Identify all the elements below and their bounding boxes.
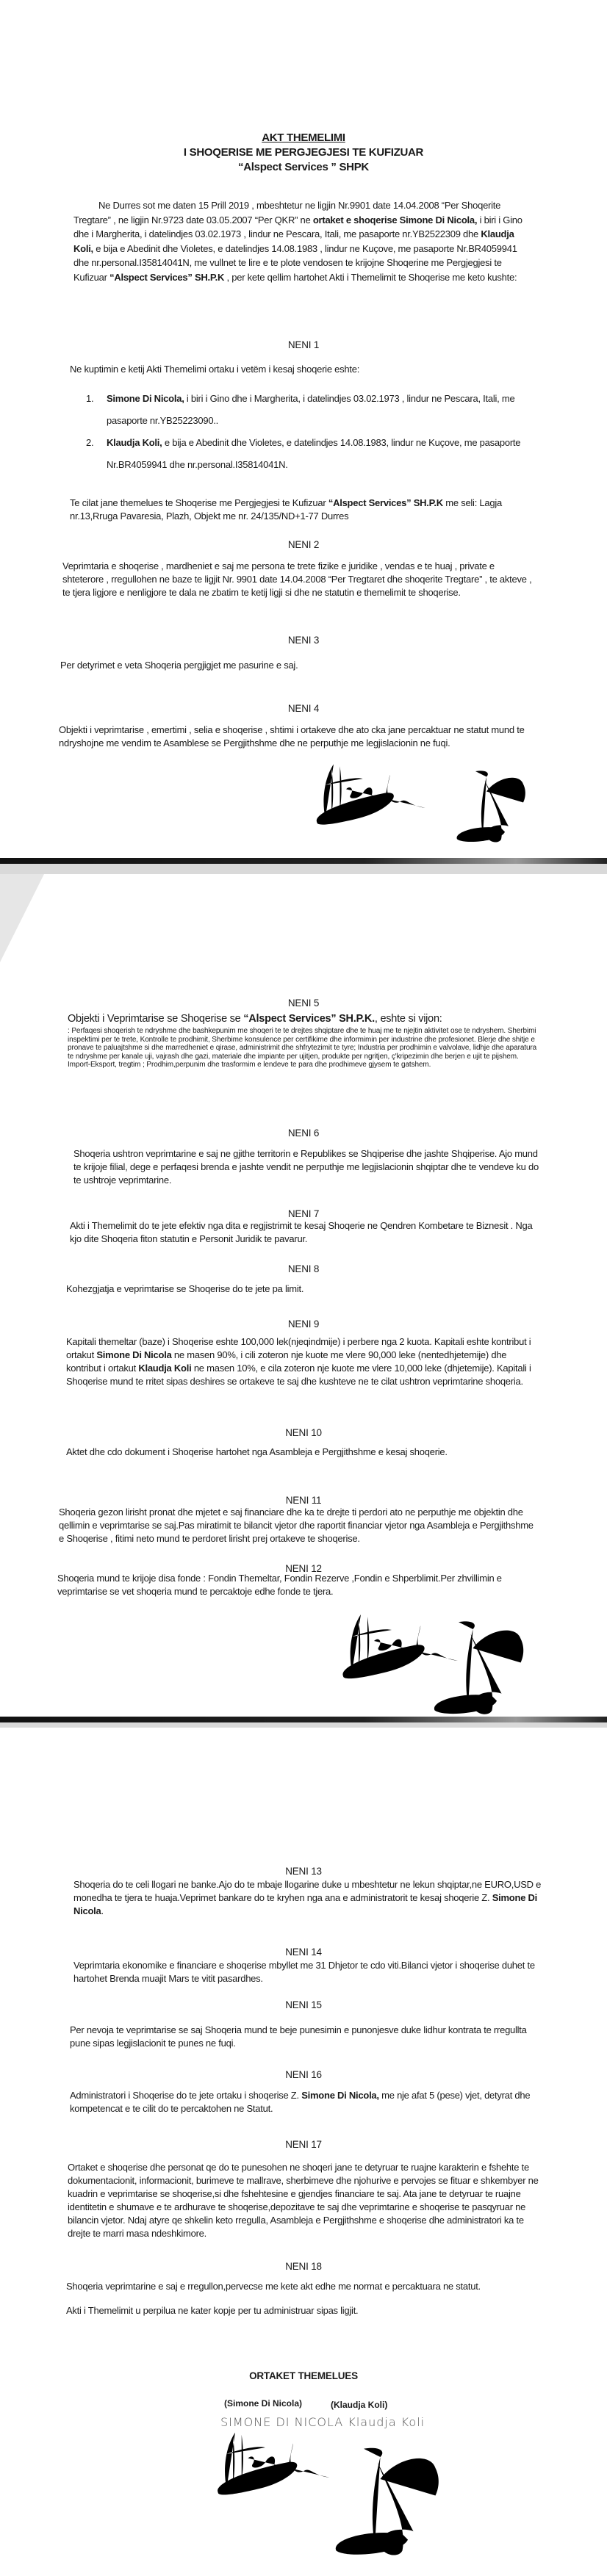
founder-name-2: (Klaudja Koli) <box>331 2400 388 2410</box>
article-heading: NENI 2 <box>287 539 320 550</box>
text-run: Ortaket e shoqerise dhe personat qe do te punesohen ne shoqeri jane te detyruar te ruajne karakterin e fshehte te dokumentacionit, informacionit, burimeve te mallrave, sherbimeve dhe njohurive e pervojes se fituar e shkembyer ne kuadrin e veprimtarise se shoqerise,si dhe fshehtesine e gjendjes financiare te saj. Ata jane te detyruar te ruajne identitetin e shumave e te ardhurave te shoqerise,depozitave te saj dhe veprimtarine e shoqerise te pasqyruar ne bilancin vjetor. Ndaj atyre qe shkelin keto rregulla, Asambleja e Pergjithshme e shoqerise dhe administratori ka te drejte te marri masa ndeshkimore. <box>68 2162 539 2239</box>
article-paragraph <box>73 1959 544 1985</box>
bold-text: Simone Di Nicola, <box>301 2090 379 2101</box>
text-run: Veprimtaria ekonomike e financiare e shoqerise mbyllet me 31 Dhjetor te cdo viti.Bilanci vjetor i shoqerise duhet te hartohet Brenda muajit Mars te vitit pasardhes. <box>73 1960 535 1984</box>
list-number: 1. <box>86 393 94 404</box>
article-paragraph <box>73 1147 544 1187</box>
founder-name-1: (Simone Di Nicola) <box>224 2398 303 2409</box>
document-page-1 <box>0 0 607 858</box>
article-heading: NENI 13 <box>285 1866 322 1877</box>
text-run: Akti i Themelimit do te jete efektiv nga dita e regjistrimit te kesaj Shoqerie ne Qendren Kombetare te Biznesit . Nga kjo dite Shoqeria fiton statutin e Personit Juridik te pavarur. <box>70 1220 533 1244</box>
article-paragraph <box>59 724 529 750</box>
article-paragraph <box>66 2280 544 2293</box>
article-paragraph <box>60 659 531 672</box>
text-run: e bija e Abedinit dhe Violetes, e datelindjes 14.08.1983, lindur ne Kuçove, me pasaporte Nr.BR4059941 dhe nr.personal.I35814041N. <box>107 437 521 470</box>
page-fold <box>0 874 44 962</box>
article-heading: NENI 16 <box>285 2069 322 2080</box>
article-paragraph <box>70 2024 540 2050</box>
article-paragraph <box>62 560 533 599</box>
article-paragraph <box>68 1012 538 1025</box>
bold-text: ortaket e shoqerise Simone Di Nicola, <box>312 214 478 226</box>
article-heading: NENI 5 <box>287 997 320 1009</box>
article-heading: NENI 10 <box>285 1427 322 1438</box>
bold-text: Klaudja Koli, <box>107 437 162 448</box>
article-heading: NENI 7 <box>287 1208 320 1219</box>
text-run: Ne kuptimin e ketij Akti Themelimi ortaku i vetëm i kesaj shoqerie eshte: <box>70 364 360 375</box>
article-heading: NENI 4 <box>287 703 320 714</box>
text-run: Shoqeria ushtron veprimtarine e saj ne gjithe territorin e Republikes se Shqiperise dhe jashte Shqiperise. Ajo mund te krijoje filial, dege e perfaqesi brenda e jashte vendit ne perputhje me legjislacionin shqiptar dhe te vendeve ku do te ushtroje veprimtarine. <box>73 1148 539 1186</box>
article-heading: NENI 1 <box>287 339 320 350</box>
article-heading: NENI 8 <box>287 1263 320 1274</box>
article-heading: NENI 15 <box>285 1999 322 2010</box>
text-run: Objekti i Veprimtarise se Shoqerise se <box>68 1013 244 1025</box>
bold-text: “Alspect Services” SH.P.K <box>328 497 443 508</box>
page-separator <box>0 858 607 864</box>
signature-simone-di-nicola <box>309 753 434 834</box>
signature-klaudja-koli <box>450 757 531 856</box>
list-item <box>86 388 533 432</box>
article-paragraph <box>68 1027 538 1069</box>
text-run: i biri i Gino dhe i Margherita, i datelindjes 03.02.1973 , lindur ne Pescara, Itali, me pasaporte nr.YB25223090.. <box>107 393 515 426</box>
article-paragraph <box>73 1878 544 1918</box>
text-run: Objekti i veprimtarise , emertimi , selia e shoqerise , shtimi i ortakeve dhe ato cka jane percaktuar ne statut mund te ndryshojne me vendim te Asamblese se Pergjithshme dhe ne perputhje me legjislacionin ne fuqi. <box>59 724 525 748</box>
bold-text: “Alspect Services” SH.P.K. <box>243 1013 375 1025</box>
text-run: me nje afat 5 (pese) vjet, detyrat dhe kompetencat e te cilit do te percaktohen ne Statut. <box>70 2090 531 2114</box>
bold-text: Klaudja Koli <box>138 1363 192 1374</box>
bold-text: Klaudja Koli, <box>73 228 514 254</box>
article-paragraph <box>70 1219 540 1246</box>
text-run: Kohezgjatja e veprimtarise se Shoqerise do te jete pa limit. <box>66 1283 304 1294</box>
signature-klaudja-koli <box>412 1620 544 1715</box>
founders-heading: ORTAKET THEMELUES <box>249 2370 358 2381</box>
article-paragraph <box>57 1572 535 1598</box>
text-run: Shoqeria mund te krijoje disa fonde : Fondin Themeltar, Fondin Rezerve ,Fondin e Shperblimit.Per zhvillimin e veprimtarise se vet shoqeria mund te percaktoje edhe fonde te tjera. <box>57 1573 502 1597</box>
title-line-1: AKT THEMELIMI <box>262 131 345 144</box>
document-page-2 <box>0 874 607 1717</box>
text-run: , eshte si vijon: <box>374 1013 442 1025</box>
article-paragraph <box>70 2089 540 2115</box>
article-paragraph <box>66 2304 544 2317</box>
text-run: Kapitali themeltar (baze) i Shoqerise eshte 100,000 lek(njeqindmije) i perbere nga 2 kuota. Kapitali eshte kontribut i ortakut <box>66 1336 531 1360</box>
text-run: Per nevoja te veprimtarise se saj Shoqeria mund te beje punesimin e punonjesve duke lidhur kontrata te rregullta pune sipas legjislacionit te punes ne fuqi. <box>70 2024 527 2049</box>
article-heading: NENI 14 <box>285 1947 322 1958</box>
article-heading: NENI 11 <box>285 1495 322 1506</box>
text-run: i biri i Gino dhe i Margherita, i datelindjes 03.02.1973 , lindur ne Pescara, Itali, me pasaporte nr.YB2522309 dhe <box>73 214 522 239</box>
article-heading: NENI 6 <box>287 1128 320 1139</box>
text-run: : Perfaqesi shoqerish te ndryshme dhe bashkepunim me shoqeri te te drejtes shqiptare dhe te huaj me te njejtin aktivitet ose te ndryshem. Sherbimi inspektimi per te trete, Kontrolle te prodhimit, Sherbime konsulence per certifikime dhe informimin per industrine dhe profesionet. Blerje dhe shitje e pronave te paluajtshme si dhe marredheniet e qirase, administrimit dhe shfrytezimit te tyre; Industria per prodhimin e valvolave, lidhje dhe aparatura te ndryshme per kanale uji, vajrash dhe gazi, materiale dhe impiante per ujitjen, produkte per ngritjen, ç'kripezimin dhe berjen e ujit te pijshem. Import-Eksport, tregtim ; Prodhim,perpunim dhe trasformim e lendeve te para dhe prodhimeve gjysem te gatshem. <box>68 1027 537 1069</box>
page-separator <box>0 1717 607 1722</box>
text-run: , per kete qellim hartohet Akti i Themelimit te Shoqerise me keto kushte: <box>224 271 517 283</box>
list-item <box>86 432 533 476</box>
article-paragraph <box>70 497 533 523</box>
article-paragraph <box>59 1506 536 1545</box>
article-heading: NENI 12 <box>285 1563 322 1574</box>
text-run: Aktet dhe cdo dokument i Shoqerise hartohet nga Asambleja e Pergjithshme e kesaj shoqerie. <box>66 1446 448 1457</box>
bold-text: Simone Di Nicola <box>73 1892 538 1916</box>
article-heading: NENI 18 <box>285 2261 322 2272</box>
text-run: Veprimtaria e shoqerise , mardheniet e saj me persona te trete fizike e juridike , vendas e te huaj , private e shteterore , rregullohen ne baze te ligjit Nr. 9901 date 14.04.2008 “Per Tregtaret dhe shoqerite Tregtare” , te akteve , te tjera ligjore e nenligjore te dala ne zbatim te ketij ligji si dhe ne statutin e themelimit te shoqerise. <box>62 560 532 598</box>
article-heading: NENI 17 <box>285 2139 322 2150</box>
text-run: . <box>101 1905 104 1916</box>
bold-text: “Alspect Services” SH.P.K <box>109 271 225 283</box>
list-number: 2. <box>86 437 94 448</box>
text-run: ne masen 10%, e cila zoteron nje kuote me vlere 10,000 leke (dhjetemije). Kapitali i Shoqerise mund te rritet sipas deshires se ortakeve te saj dhe kushteve ne te cilat ushtron veprimtarine shoqeria. <box>66 1363 531 1387</box>
text-run: ne masen 90%, i cili zoteron nje kuote me vlere 90,000 leke (nentedhjetemije) dhe kontribut i ortakut <box>66 1349 507 1374</box>
text-run: Te cilat jane themelues te Shoqerise me Pergjegjesi te Kufizuar <box>70 497 328 508</box>
document-title <box>0 131 607 175</box>
article-paragraph <box>68 2161 542 2240</box>
text-run: Ne Durres sot me daten 15 Prill 2019 , mbeshtetur ne ligjin Nr.9901 date 14.04.2008 “Per Shoqerite Tregtare” , ne ligjin Nr.9723 date 03.05.2007 “Per QKR” ne <box>73 200 501 226</box>
text-run: e bija e Abedinit dhe Violetes, e datelindjes 14.08.1983 , lindur ne Kuçove, me pasaporte Nr.BR4059941 dhe nr.personal.I35814041N, me vullnet te lire e te plote vendosen te krijojne Shoqerine me Pergjegjesi te Kufizuar <box>73 242 517 283</box>
article-paragraph <box>66 1335 536 1388</box>
text-run: Per detyrimet e veta Shoqeria pergjigjet me pasurine e saj. <box>60 660 298 671</box>
signature-klaudja-koli <box>316 2446 456 2556</box>
bold-text: Simone Di Nicola <box>96 1349 172 1360</box>
bold-text: Simone Di Nicola, <box>107 393 184 404</box>
article-paragraph <box>70 363 533 376</box>
text-run: Shoqeria gezon lirisht pronat dhe mjetet e saj financiare dhe ka te drejte ti perdori ato ne perputhje me objektin dhe qellimin e veprimtarise se saj.Pas miratimit te bilancit vjetor dhe raportit financiar vjetor nga Asambleja e Pergjithshme e Shoqerise , fitimi neto mund te perdoret lirisht prej ortakeve te shoqerise. <box>59 1507 534 1544</box>
handwritten-names: SIMONE DI NICOLA Klaudja Koli <box>220 2415 425 2429</box>
text-run: Shoqeria veprimtarine e saj e rregullon,pervecse me kete akt edhe me normat e percaktuara ne statut. <box>66 2281 481 2292</box>
title-line-3: “Alspect Services ” SHPK <box>238 161 369 173</box>
intro-paragraph <box>73 198 533 284</box>
text-run: Shoqeria do te celi llogari ne banke.Ajo do te mbaje llogarine duke u mbeshtetur ne lekun shqiptar,ne EURO,USD e monedha te tjera te huaja.Veprimet bankare do te kryhen nga ana e administratorit te kesaj shoqerie Z. <box>73 1879 542 1903</box>
article-paragraph <box>66 1446 536 1459</box>
text-run: Administratori i Shoqerise do te jete ortaku i shoqerise Z. <box>70 2090 302 2101</box>
article-heading: NENI 3 <box>287 635 320 646</box>
article-heading: NENI 9 <box>287 1318 320 1330</box>
article-paragraph <box>66 1282 536 1296</box>
title-line-2: I SHOQERISE ME PERGJEGJESI TE KUFIZUAR <box>183 146 424 159</box>
text-run: Akti i Themelimit u perpilua ne kater kopje per tu administruar sipas ligjit. <box>66 2305 359 2316</box>
text-run: me seli: Lagja nr.13,Rruga Pavaresia, Plazh, Objekt me nr. 24/135/ND+1-77 Durres <box>70 497 502 522</box>
